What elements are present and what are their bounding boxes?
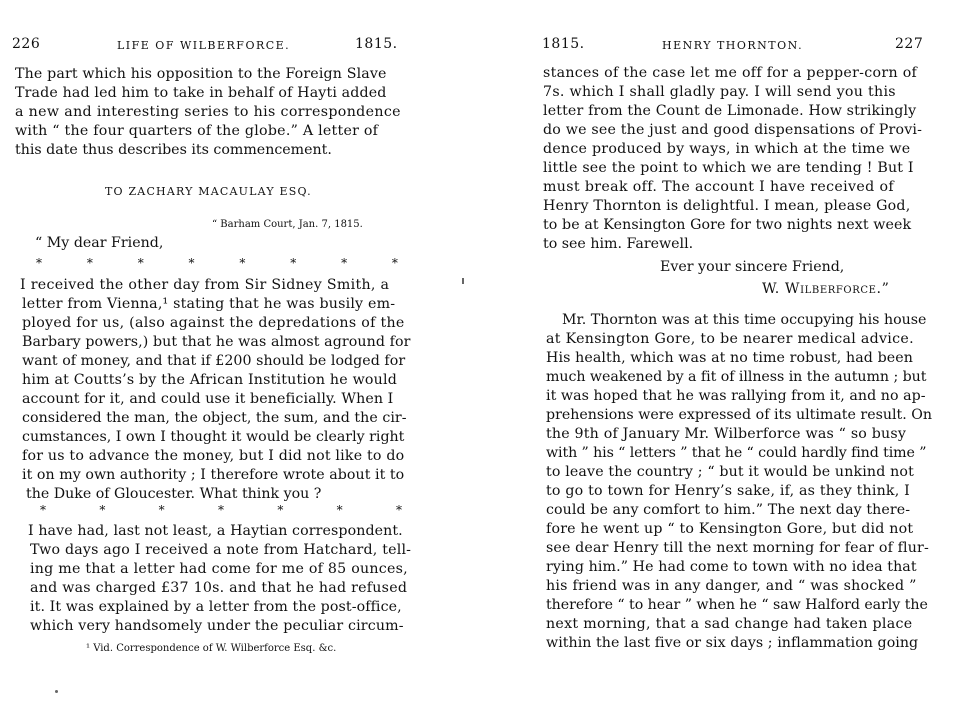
year-right: 1815. xyxy=(542,36,585,52)
gutter-mark xyxy=(462,278,464,284)
text-line: fore he went up “ to Kensington Gore, but did not xyxy=(546,521,914,537)
text-line: it on my own authority ; I therefore wrote about it to xyxy=(22,467,405,483)
text-line: prehensions were expressed of its ultimate result. On xyxy=(546,407,933,423)
text-line: Trade had led him to take in behalf of Hayti added xyxy=(15,85,387,101)
text-line: to see him. Farewell. xyxy=(543,236,694,252)
text-line: see dear Henry till the next morning for fear of flur- xyxy=(546,540,929,556)
text-line: and was charged £37 10s. and that he had refused xyxy=(30,580,408,596)
letter-signature: W. Wilberforce.” xyxy=(762,281,890,297)
right-page xyxy=(490,0,980,705)
text-line: I received the other day from Sir Sidney Smith, a xyxy=(20,277,390,293)
running-title-left: LIFE OF WILBERFORCE. xyxy=(117,39,291,52)
text-line: the Duke of Gloucester. What think you ? xyxy=(26,486,322,502)
text-line: it was hoped that he was rallying from it, and no ap- xyxy=(546,388,926,404)
text-line: to leave the country ; “ but it would be unkind not xyxy=(546,464,914,480)
text-line: to be at Kensington Gore for two nights next week xyxy=(543,217,912,233)
text-line: letter from Vienna,¹ stating that he was busily em- xyxy=(22,296,396,312)
text-line: ployed for us, (also against the depredations of the xyxy=(22,315,405,331)
running-title-right: HENRY THORNTON. xyxy=(662,39,804,52)
text-line: at Kensington Gore, to be nearer medical advice. xyxy=(546,331,914,347)
text-line: him at Coutts’s by the African Institution he would xyxy=(22,372,398,388)
text-line: dence produced by ways, in which at the time we xyxy=(543,141,911,157)
text-line: Mr. Thornton was at this time occupying his house xyxy=(562,312,927,328)
page-number-right: 227 xyxy=(895,36,924,52)
text-line: his friend was in any danger, and “ was shocked ” xyxy=(546,578,917,594)
text-line: therefore “ to hear ” when he “ saw Halford early the xyxy=(546,597,928,613)
page-number-left: 226 xyxy=(12,36,41,52)
letter-dateline: “ Barham Court, Jan. 7, 1815. xyxy=(212,219,363,230)
text-line: with ” his “ letters ” that he “ could hardly find time ” xyxy=(546,445,927,461)
text-line: within the last five or six days ; inflammation going xyxy=(546,635,919,651)
text-line: much weakened by a fit of illness in the autumn ; but xyxy=(546,369,927,385)
text-line: His health, which was at no time robust, had been xyxy=(546,350,913,366)
text-line: a new and interesting series to his correspondence xyxy=(15,104,401,120)
text-line: the 9th of January Mr. Wilberforce was “ so busy xyxy=(546,426,907,442)
text-line: do we see the just and good dispensations of Provi- xyxy=(543,122,923,138)
text-line: must break off. The account I have received of xyxy=(543,179,894,195)
text-line: want of money, and that if £200 should be lodged for xyxy=(22,353,406,369)
ellipsis-stars: * * * * * * * xyxy=(40,503,402,517)
text-line: with “ the four quarters of the globe.” A letter of xyxy=(15,123,379,139)
text-line: I have had, last not least, a Haytian correspondent. xyxy=(28,523,403,539)
text-line: it. It was explained by a letter from the post-office, xyxy=(30,599,402,615)
ellipsis-stars: * * * * * * * * xyxy=(36,256,398,270)
text-line: Barbary powers,) but that he was almost aground for xyxy=(22,334,411,350)
text-line: for us to advance the money, but I did not like to do xyxy=(22,448,405,464)
text-line: Two days ago I received a note from Hatchard, tell- xyxy=(30,542,412,558)
text-line: cumstances, I own I thought it would be clearly right xyxy=(22,429,405,445)
text-line: considered the man, the object, the sum, and the cir- xyxy=(22,410,407,426)
letter-addressee: TO ZACHARY MACAULAY ESQ. xyxy=(105,185,312,198)
text-line: could be any comfort to him.” The next day there- xyxy=(546,502,911,518)
text-line: 7s. which I shall gladly pay. I will send you this xyxy=(543,84,896,100)
print-speck xyxy=(55,690,58,693)
text-line: account for it, and could use it beneficially. When I xyxy=(22,391,394,407)
text-line: little see the point to which we are tending ! But I xyxy=(543,160,914,176)
text-line: to go to town for Henry’s sake, if, as they think, I xyxy=(546,483,910,499)
text-line: letter from the Count de Limonade. How strikingly xyxy=(543,103,917,119)
letter-closing: Ever your sincere Friend, xyxy=(660,259,845,275)
text-line: stances of the case let me off for a pepper-corn of xyxy=(543,65,918,81)
text-line: which very handsomely under the peculiar circum- xyxy=(30,618,404,634)
text-line: next morning, that a sad change had taken place xyxy=(546,616,913,632)
text-line: The part which his opposition to the Foreign Slave xyxy=(15,66,387,82)
footnote: ¹ Vid. Correspondence of W. Wilberforce Esq. &c. xyxy=(86,643,337,654)
letter-salutation: “ My dear Friend, xyxy=(35,235,164,251)
text-line: Henry Thornton is delightful. I mean, please God, xyxy=(543,198,911,214)
text-line: this date thus describes its commencement. xyxy=(15,142,332,158)
text-line: ing me that a letter had come for me of 85 ounces, xyxy=(30,561,408,577)
year-left: 1815. xyxy=(355,36,398,52)
text-line: rying him.” He had come to town with no idea that xyxy=(546,559,917,575)
